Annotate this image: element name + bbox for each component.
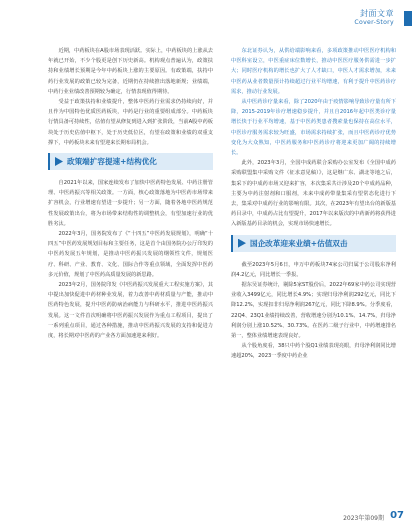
column-title: 封面文章 (360, 9, 394, 18)
paragraph: 从个股角度看，38只中药个股Q1业绩表现亮眼，归母净利润同比增速超20%，2023一季度中药企业 (231, 343, 396, 360)
paragraph: 2023年2月，国务院印发《中医药振兴发展重大工程实施方案》，其中提出加快促进中药材种业发展，着力改善中药材质量与产能，推动中医药特色发展，提升中医药防病治病能力与科研水平，推进中医药振兴发展。这一文件首次明确将中医药振兴发展作为重点工程项目，提出了一系列重点项目，通过各种措施，推动中医药振兴发展的支持和促进力度，将长期对中医药的产业各方面加速迎来利好。 (48, 282, 213, 340)
right-column (231, 46, 396, 362)
section-heading (231, 235, 396, 252)
paragraph: 截至2023年5月6日，申万中药板块74家公司归属于公司股东净利润4.2亿元，同比增长一季报。 (231, 261, 396, 278)
paragraph: 此外，2023年3月，全国中成药联合采购办公室发布《全国中成药采购联盟集中采购文件（征求意见稿）》，这是继广东、湖北等地之后，集采下的中成药市场又迎来扩容，本次集采共计涉及20个中成药品种，主要为中药注射剂和口服剂，未来中成药带量集采有望常态化进行下去，集采对中成药行业的影响有限。其次，在2023年有望出台的新版基药目录中，中成药占比有望提升，2017年以来版次的中药新药将获得进入新版基药目录的机会，实现市场快速增长。 (231, 160, 396, 228)
page-number: 07 (390, 510, 404, 521)
section-heading (48, 153, 213, 170)
highlighted-paragraph: 东北证券认为，从供给端影响来看，多项政策推动中医医疗机构和中医科室设立，中医重症床位数增长，推动中医医疗服务供需进一步扩大；同时医疗机构的增长也扩大了人才缺口，中医人才需求增加，未来中医药从业者数量预计持续超过行业平均增速，有利于提升中医药诊疗需求，推动行业发展。 (231, 48, 396, 95)
left-column (48, 46, 213, 341)
highlighted-paragraph: 从中医药诊疗量来看，除了2020年由于疫情影响导致诊疗量有所下降，2015-2019年诊疗增速稳步提升，并且自2016年起中医类诊疗量增长快于行业平均增速，基于中医药类患者搜索量也保持在高位水平，中医诊疗服务需求较为旺盛，市场需求持续扩张，而且中医药诊疗优势变化为大众熟知，中医药服务和中医药诊疗将迎来更加广阔的持续增长。 (231, 99, 396, 157)
section-heading-text: 政策端扩容提速+结构优化 (67, 157, 157, 167)
paragraph: 自2021年以来，国家连续发布了加快中医药特色发展、中药注册管理、中医药振兴等相关政策。一方面，核心政策落地为中医药市场带来扩容机会，行业增速有望进一步提升；另一方面，随着各地中医药规范性发展政策出台，将为市场带来结构性的调整机会，有望加速行业的优胜劣汰。 (48, 180, 213, 227)
triangle-marker-icon (55, 157, 63, 166)
paragraph: 近期，中药板块在A股市场表现活跃。实际上，中药板块的上涨从去年就已开始，不少个股更是创下历史新高。机构观点普遍认为，政策扶持和业绩增长预期是今年中药板块上涨的主要原因。有政策端，扶持中药行业发展的政策已较为完备，近期仍在持续推出落地新规；业绩端，中药行业业绩改善预期较为确定，行情表现值得期待。 (48, 48, 213, 95)
section-heading-text: 国企改革迎来业绩+估值双击 (250, 238, 348, 248)
paragraph: 据东吴证券统计，剔除5家ST股份后，2022年69家中药公司实现营业收入3499亿元，同比增长4.9%；实现归母净利润292亿元，同比下降12.2%，实现扣非归母净利润267亿元，同比下降8.9%。分季度看，22Q4、23Q1业绩持续改善，营收增速分别为10.1%、14.7%，归母净利润分别上涨10.52%、30.73%。在医药二级子行业中，中药增速排名第一，整体业绩增速表现良好。 (231, 282, 396, 340)
paragraph: 受益于政策扶持和业绩提升，整体中医药行业需求仍持续向好，并且作为中国特色优质医药板块，中药是行业的重要组成部分。中药板块行情具备可持续性，估值有望从修复到进入到扩张阶段，当前A股中药板块处于历史估值中枢下，处于历史低位区，有望在政策和业绩的双重支撑下，中药板块未来有望迎来长期布局机会。 (48, 99, 213, 146)
issue-label: 2023年第09期 (343, 515, 384, 522)
header-accent-bar (404, 11, 412, 26)
paragraph: 2022年3月，国务院发布了《“十四五”中医药发展规划》，明确“十四五”中医药发展规划目标和主要任务，这是首个由国务院办公厅印发的中医药发展五年规划，是推动中医药振兴发展的纲领性文件，规划医疗、科研、产业、教育、文化、国际合作等重点领域，全面发挥中医药多元价值，规划了中医药高质量发展的新思路。 (48, 231, 213, 278)
triangle-marker-icon (238, 239, 246, 248)
column-subtitle: Cover-Story (354, 19, 394, 26)
